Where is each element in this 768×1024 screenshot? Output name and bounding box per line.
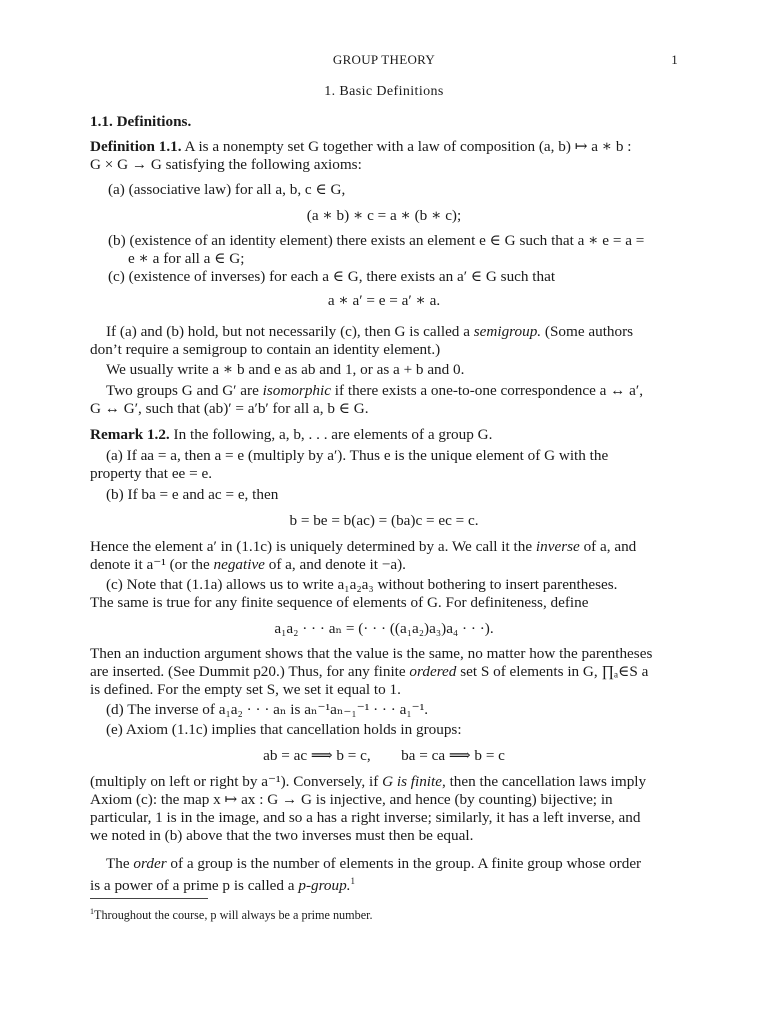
- pgroup-term: p-group.: [298, 877, 351, 895]
- inverse-text-post: of a, and: [579, 538, 637, 555]
- remark-1-2: [90, 426, 678, 443]
- semigroup-line1: [90, 323, 694, 340]
- induction-line1: Then an induction argument shows that the value is the same, no matter how the parentheses: [90, 645, 653, 662]
- remark-a-line1: (a) If aa = a, then a = e (multiply by a′). Thus e is the unique element of G with the: [106, 447, 609, 464]
- isomorphic-text-post: if there exists a one-to-one correspondence a ↔ a′,: [330, 382, 643, 399]
- induction-text: are inserted. (See Dummit p20.) Thus, for any finite: [90, 663, 410, 680]
- inverse-line2: [90, 556, 678, 573]
- semigroup-text: If (a) and (b) hold, but not necessarily (c), then G is called a: [106, 323, 474, 340]
- remark-c-line1: (c) Note that (1.1a) allows us to write a₁a₂a₃ without bothering to insert parentheses.: [106, 576, 618, 593]
- axiom-a: (a) (associative law) for all a, b, c ∈ G,: [108, 181, 346, 198]
- inverse-text: Hence the element a′ in (1.1c) is uniquely determined by a. We call it the: [90, 538, 536, 555]
- cancellation-line2: Axiom (c): the map x ↦ ax : G → G is injective, and hence (by counting) bijective; in: [90, 791, 613, 808]
- induction-line3: is defined. For the empty set S, we set it equal to 1.: [90, 681, 401, 698]
- induction-line2: [90, 663, 678, 680]
- footnote: [90, 903, 678, 924]
- isomorphic-term: isomorphic: [262, 382, 331, 399]
- inverse-line1: [90, 538, 678, 555]
- remark-b-line1: (b) If ba = e and ac = e, then: [106, 486, 279, 503]
- remark-b-equation: b = be = b(ac) = (ba)c = ec = c.: [289, 512, 479, 529]
- section-title: 1. Basic Definitions: [324, 84, 444, 99]
- semigroup-line2: don’t require a semigroup to contain an identity element.): [90, 341, 441, 358]
- remark-d: (d) The inverse of a₁a₂ · · · aₙ is aₙ⁻¹aₙ₋₁⁻¹ · · · a₁⁻¹.: [106, 701, 429, 718]
- definition-body-line2: G × G → G satisfying the following axioms:: [90, 156, 362, 173]
- negative-text: denote it a⁻¹ (or the: [90, 556, 214, 573]
- finite-term: G is finite: [382, 773, 442, 790]
- running-title: GROUP THEORY: [332, 52, 436, 67]
- semigroup-term: semigroup.: [473, 323, 542, 340]
- ordered-term: ordered: [409, 663, 457, 680]
- cancellation-line1: [90, 773, 678, 790]
- remark-head: Remark 1.2.: [90, 426, 170, 443]
- remark-c-line2: The same is true for any finite sequence of elements of G. For definiteness, define: [90, 594, 589, 611]
- page-number: 1: [671, 52, 678, 67]
- order-term: order: [133, 855, 167, 872]
- order-text-post: of a group is the number of elements in the group. A finite group whose order: [166, 855, 642, 872]
- remark-a-line2: property that ee = e.: [90, 465, 212, 482]
- notation-line: We usually write a ∗ b and e as ab and 1, or as a + b and 0.: [106, 361, 465, 378]
- cancellation-line4: we noted in (b) above that the two inverses must then be equal.: [90, 827, 474, 844]
- definition-head: Definition 1.1.: [90, 138, 182, 155]
- footnote-rule: [90, 898, 208, 899]
- pgroup-text: is a power of a prime p is called a: [90, 877, 299, 895]
- remark-e: (e) Axiom (1.1c) implies that cancellation holds in groups:: [106, 721, 462, 738]
- isomorphic-line1: [90, 382, 694, 399]
- isomorphic-line2: G ↔ G′, such that (ab)′ = a′b′ for all a, b ∈ G.: [90, 400, 369, 417]
- subsection-title: 1.1. Definitions.: [90, 113, 192, 130]
- cancellation-text-post: , then the cancellation laws imply: [441, 773, 647, 790]
- footnote-text: Throughout the course, p will always be a prime number.: [94, 908, 373, 923]
- remark-c-equation: a₁a₂ · · · aₙ = (· · · ((a₁a₂)a₃)a₄ · · ·).: [274, 620, 494, 637]
- axiom-b-line1: (b) (existence of an identity element) there exists an element e ∈ G such that a ∗ e = a =: [108, 232, 645, 249]
- axiom-a-equation: (a ∗ b) ∗ c = a ∗ (b ∗ c);: [306, 207, 462, 224]
- order-line2: [90, 873, 678, 894]
- inverse-term: inverse: [535, 538, 580, 555]
- cancellation-text: (multiply on left or right by a⁻¹). Conversely, if: [90, 773, 383, 790]
- definition-body-line1: A is a nonempty set G together with a law of composition (a, b) ↦ a ∗ b :: [184, 138, 632, 155]
- order-text: The: [106, 855, 134, 872]
- negative-term: negative: [213, 556, 265, 573]
- axiom-c: (c) (existence of inverses) for each a ∈ G, there exists an a′ ∈ G such that: [108, 268, 556, 285]
- isomorphic-text: Two groups G and G′ are: [106, 382, 263, 399]
- negative-text-post: of a, and denote it −a).: [264, 556, 406, 573]
- semigroup-text-post: (Some authors: [541, 323, 634, 340]
- axiom-b-line2: e ∗ a for all a ∈ G;: [128, 250, 245, 267]
- order-line1: [90, 855, 694, 872]
- remark-e-equation: ab = ac ⟹ b = c, ba = ca ⟹ b = c: [263, 747, 505, 764]
- footnote-ref[interactable]: 1: [350, 876, 356, 886]
- cancellation-line3: particular, 1 is in the image, and so a has a right inverse; similarly, it has a left inverse, and: [90, 809, 641, 826]
- induction-text-post: set S of elements in G, ∏ₐ∈S a: [456, 663, 649, 680]
- remark-body: In the following, a, b, . . . are elements of a group G.: [173, 426, 493, 443]
- axiom-c-equation: a ∗ a′ = e = a′ ∗ a.: [327, 292, 441, 309]
- footnote-mark: 1: [90, 907, 94, 916]
- definition-1-1: [90, 138, 678, 155]
